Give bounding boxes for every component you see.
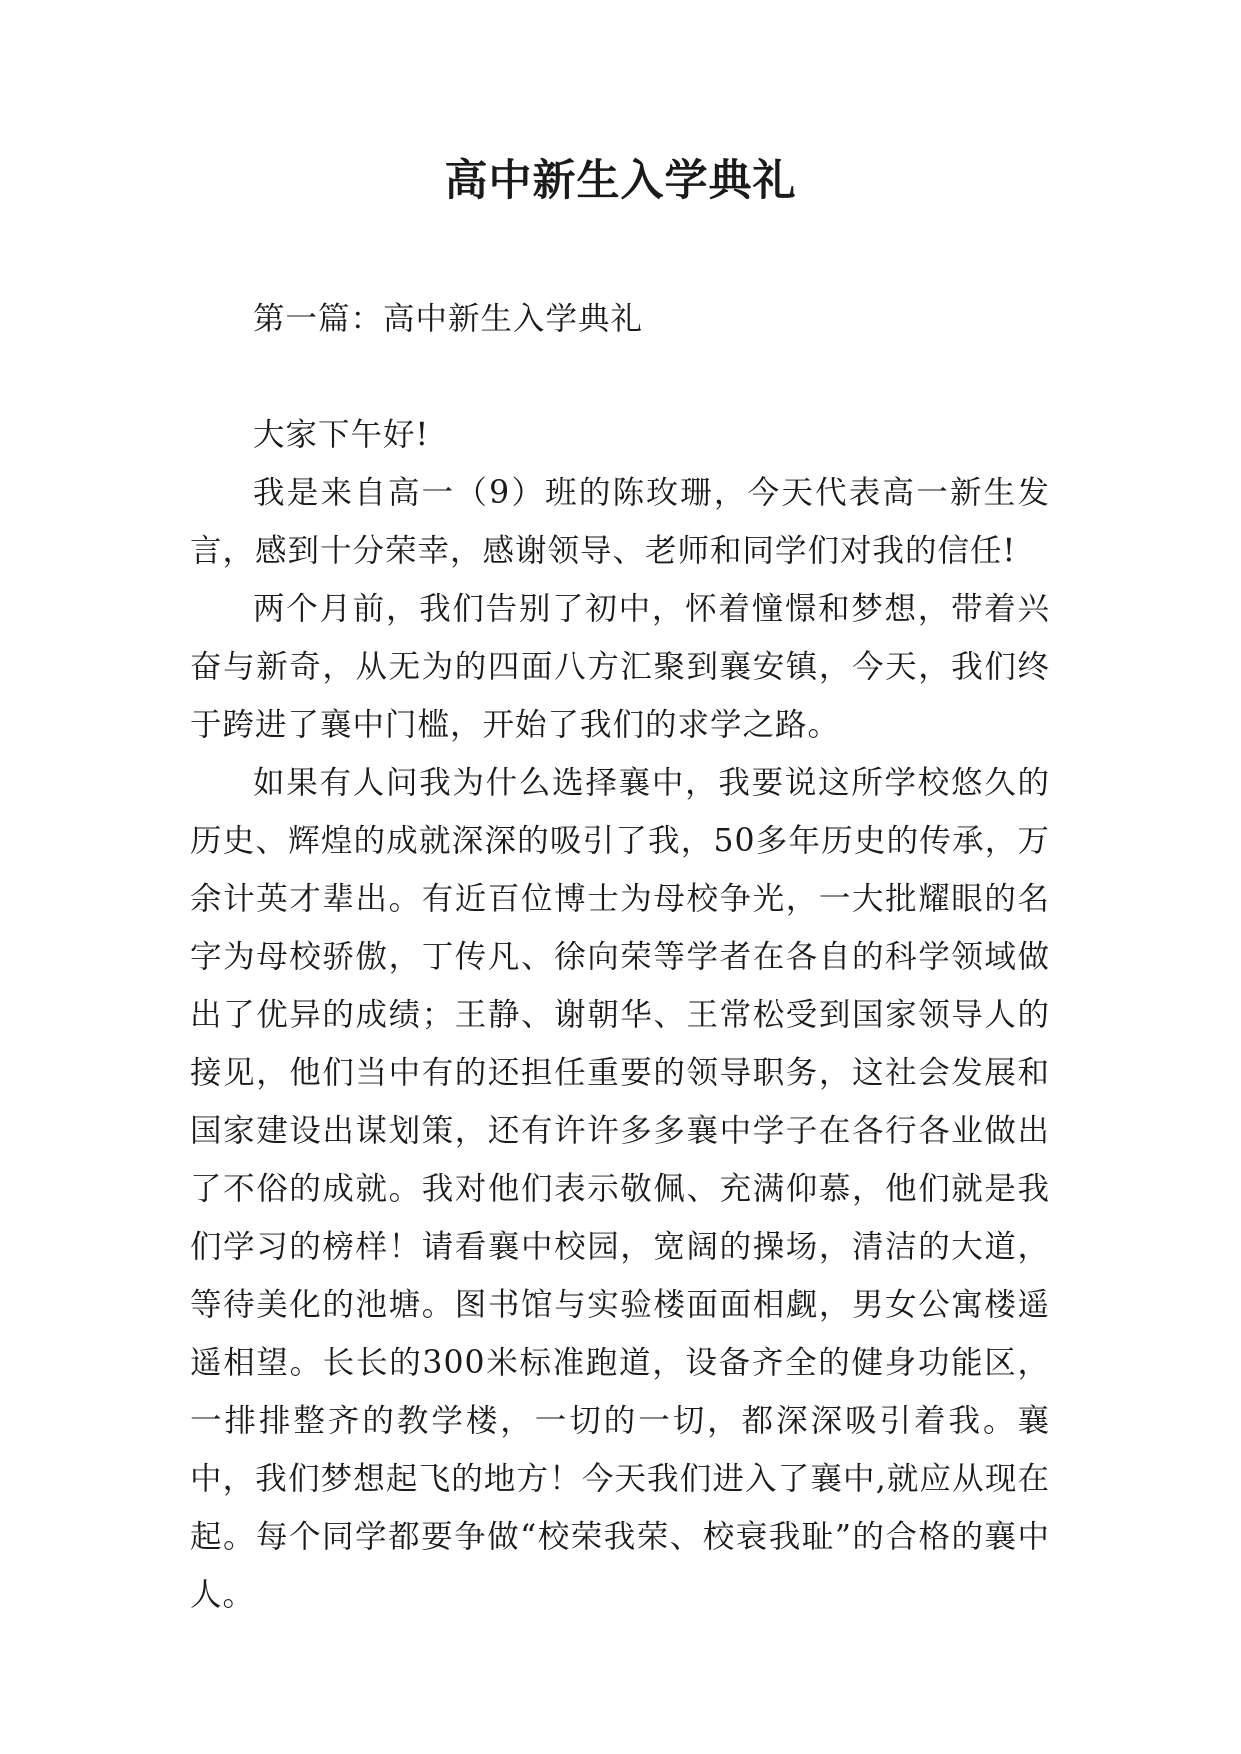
document-title: 高中新生入学典礼 [444,156,797,206]
paragraph-introduction: 我是来自高一（9）班的陈玫珊，今天代表高一新生发言，感到十分荣幸，感谢领导、老师和同学们对我的信任! [190,475,1050,569]
paragraph-school-history: 如果有人问我为什么选择襄中，我要说这所学校悠久的历史、辉煌的成就深深的吸引了我，50多年历史的传承，万余计英才辈出。有近百位博士为母校争光，一大批耀眼的名字为母校骄傲，丁传凡、徐向荣等学者在各自的科学领域做出了优异的成绩；王静、谢朝华、王常松受到国家领导人的接见，他们当中有的还担任重要的领导职务，这社会发展和国家建设出谋划策，还有许许多多襄中学子在各行各业做出了不俗的成就。我对他们表示敬佩、充满仰慕，他们就是我们学习的榜样！请看襄中校园，宽阔的操场，清洁的大道，等待美化的池塘。图书馆与实验楼面面相觑，男女公寓楼遥遥相望。长长的300米标准跑道，设备齐全的健身功能区，一排排整齐的教学楼，一切的一切，都深深吸引着我。襄中，我们梦想起飞的地方！今天我们进入了襄中,就应从现在起。每个同学都要争做“校荣我荣、校衰我耻”的合格的襄中人。 [190,765,1050,1613]
section-heading: 第一篇：高中新生入学典礼 [253,301,644,337]
paragraph-greeting: 大家下午好! [253,417,430,453]
document-body [190,290,1050,1624]
paragraph-arrival: 两个月前，我们告别了初中，怀着憧憬和梦想，带着兴奋与新奇，从无为的四面八方汇聚到襄安镇，今天，我们终于跨进了襄中门槛，开始了我们的求学之路。 [190,591,1050,743]
